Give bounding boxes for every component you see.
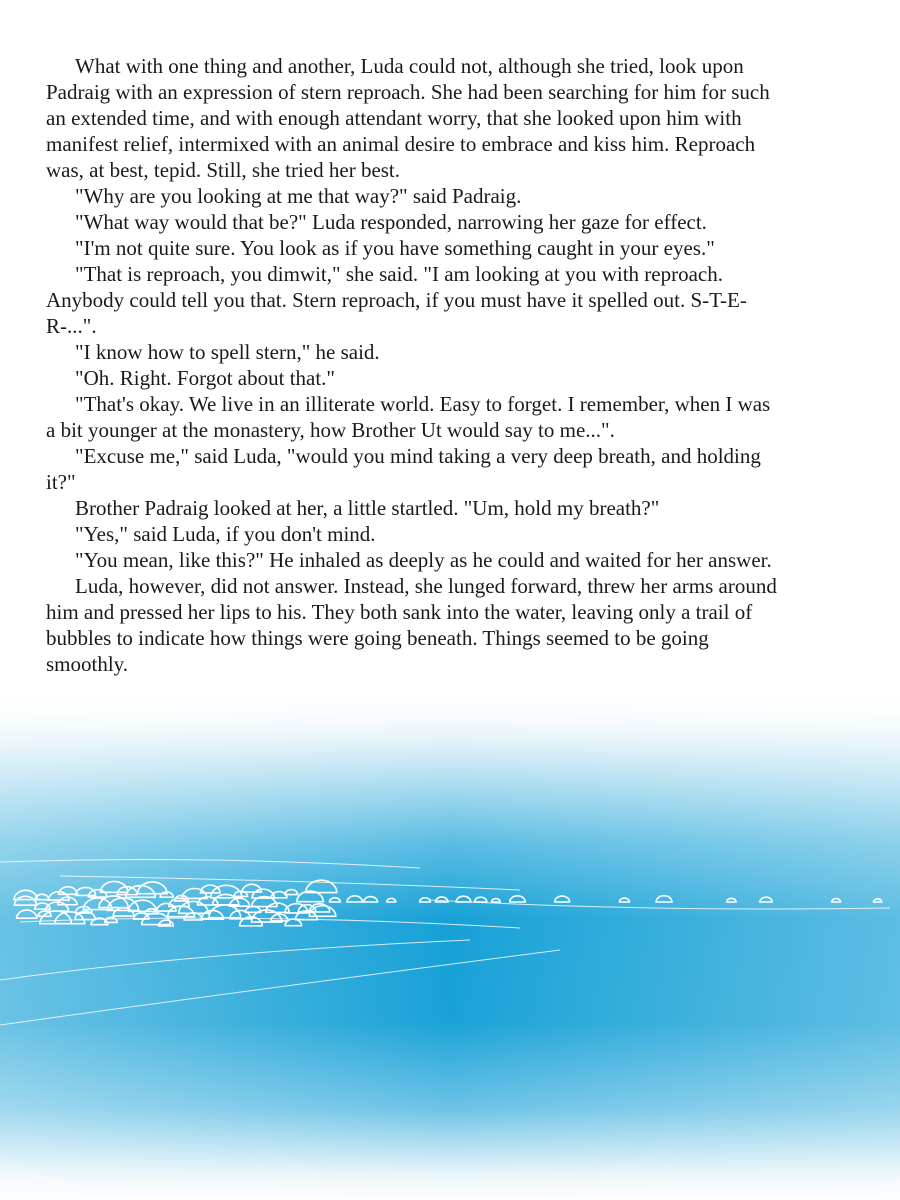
water-sheen [0, 690, 900, 1200]
text-line: an extended time, and with enough attendant worry, that she looked upon him with [46, 106, 742, 130]
text-line: smoothly. [46, 652, 129, 676]
text-line: "I'm not quite sure. You look as if you have something caught in your eyes." [75, 236, 715, 260]
text-line: Brother Padraig looked at her, a little startled. "Um, hold my breath?" [75, 496, 660, 520]
text-line: was, at best, tepid. Still, she tried her best. [46, 158, 401, 182]
text-line: it?" [46, 470, 76, 494]
text-line: "What way would that be?" Luda responded, narrowing her gaze for effect. [75, 210, 707, 234]
text-line: "That is reproach, you dimwit," she said. "I am looking at you with reproach. [75, 262, 723, 286]
text-line: manifest relief, intermixed with an animal desire to embrace and kiss him. Reproach [46, 132, 756, 156]
text-line: Anybody could tell you that. Stern reproach, if you must have it spelled out. S-T-E- [46, 288, 747, 312]
text-line: "I know how to spell stern," he said. [75, 340, 380, 364]
text-line: "Yes," said Luda, if you don't mind. [75, 522, 376, 546]
text-line: "Excuse me," said Luda, "would you mind taking a very deep breath, and holding [75, 444, 761, 468]
text-line: bubbles to indicate how things were going beneath. Things seemed to be going [46, 626, 709, 650]
text-line: "That's okay. We live in an illiterate world. Easy to forget. I remember, when I was [75, 392, 771, 416]
text-line: R-...". [46, 314, 97, 338]
text-line: a bit younger at the monastery, how Brother Ut would say to me...". [46, 418, 615, 442]
text-line: him and pressed her lips to his. They both sank into the water, leaving only a trail of [46, 600, 753, 624]
text-line: "Why are you looking at me that way?" said Padraig. [75, 184, 522, 208]
text-line: "Oh. Right. Forgot about that." [75, 366, 336, 390]
story-text [46, 53, 866, 677]
text-line: Luda, however, did not answer. Instead, she lunged forward, threw her arms around [75, 574, 777, 598]
text-line: "You mean, like this?" He inhaled as deeply as he could and waited for her answer. [75, 548, 772, 572]
water-illustration [0, 690, 900, 1200]
text-line: What with one thing and another, Luda could not, although she tried, look upon [75, 54, 744, 78]
text-line: Padraig with an expression of stern reproach. She had been searching for him for such [46, 80, 770, 104]
